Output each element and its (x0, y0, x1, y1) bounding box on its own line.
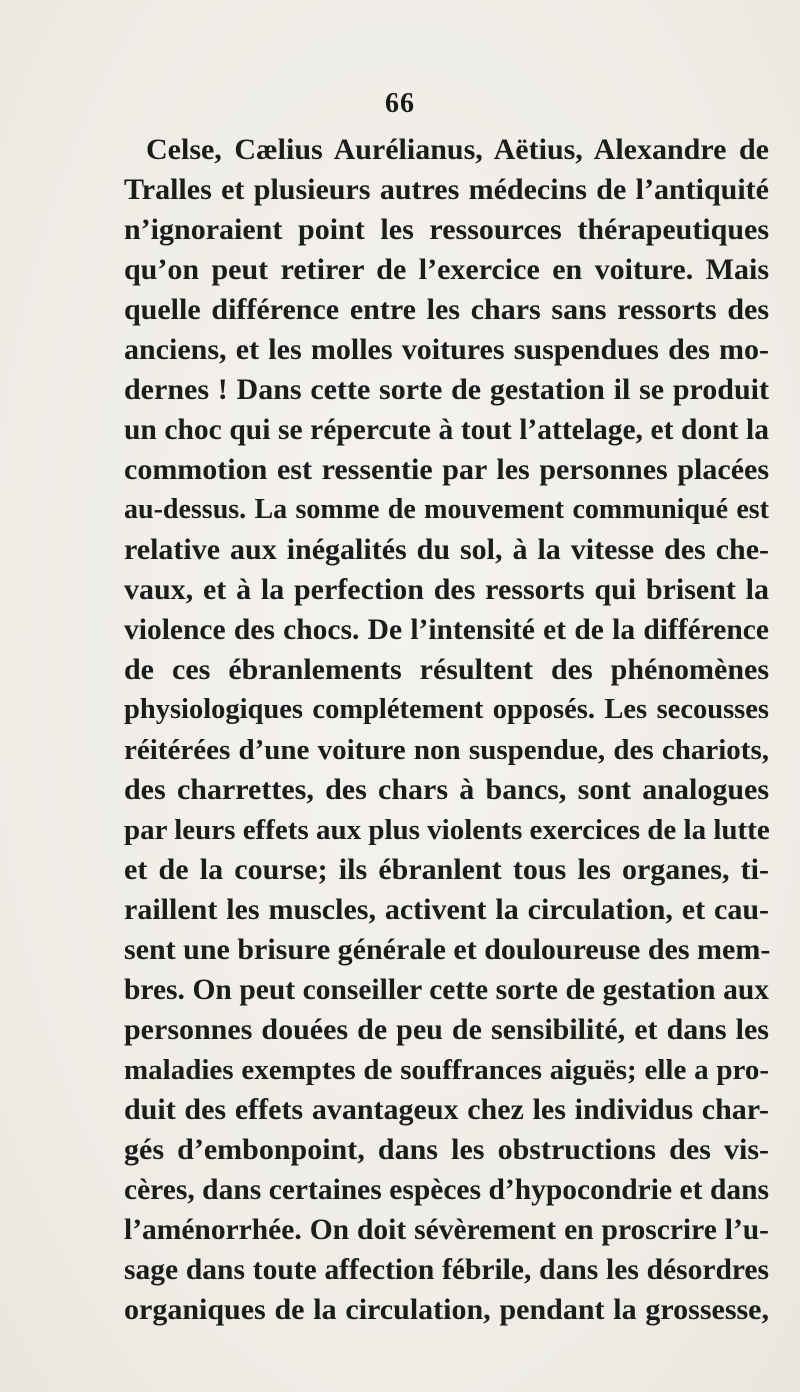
text-line: sage dans toute affection fébrile, dans les désordres (124, 1254, 769, 1286)
text-line: maladies exemptes de souffrances aiguës; elle a pro- (124, 1054, 769, 1086)
text-line: et de la course; ils ébranlent tous les organes, ti- (124, 853, 769, 886)
text-line: gés d’embonpoint, dans les obstructions des vis- (124, 1133, 769, 1166)
text-line: duit des effets avantageux chez les individus char- (124, 1093, 769, 1126)
text-line: un choc qui se répercute à tout l’attelage, et dont la (124, 414, 769, 446)
text-line: organiques de la circulation, pendant la grossesse, (124, 1293, 769, 1326)
text-line: Tralles et plusieurs autres médecins de l’antiquité (124, 173, 769, 206)
text-line: qu’on peut retirer de l’exercice en voiture. Mais (124, 253, 769, 286)
text-line: personnes douées de peu de sensibilité, et dans les (124, 1013, 769, 1046)
text-line: anciens, et les molles voitures suspendues des mo- (124, 333, 769, 366)
text-line: au-dessus. La somme de mouvement communiqué est (124, 494, 769, 525)
text-line: quelle différence entre les chars sans ressorts des (124, 293, 769, 326)
text-line: l’aménorrhée. On doit sévèrement en proscrire l’u- (124, 1214, 769, 1246)
text-line: relative aux inégalités du sol, à la vitesse des che- (124, 533, 769, 566)
page-number: 66 (385, 88, 415, 119)
text-line: des charrettes, des chars à bancs, sont analogues (124, 773, 769, 806)
text-line: de ces ébranlements résultent des phénomènes (124, 653, 769, 686)
text-line: raillent les muscles, activent la circulation, et cau- (124, 893, 769, 926)
text-line: n’ignoraient point les ressources thérapeutiques (124, 213, 769, 246)
text-line: commotion est ressentie par les personnes placées (124, 453, 769, 486)
text-line: physiologiques complétement opposés. Les secousses (124, 694, 769, 725)
text-line: cères, dans certaines espèces d’hypocondrie et dans (124, 1174, 769, 1206)
text-line: vaux, et à la perfection des ressorts qui brisent la (124, 573, 769, 606)
text-line: violence des chocs. De l’intensité et de la différence (124, 614, 769, 646)
text-line: dernes ! Dans cette sorte de gestation il se produit (124, 373, 769, 406)
text-line: réitérées d’une voiture non suspendue, des chariots, (124, 734, 769, 766)
text-line: Celse, Cælius Aurélianus, Aëtius, Alexandre de (146, 133, 769, 166)
text-line: sent une brisure générale et douloureuse des mem- (124, 933, 771, 966)
text-line: bres. On peut conseiller cette sorte de gestation aux (124, 974, 769, 1006)
text-line: par leurs effets aux plus violents exercices de la lutte (124, 814, 770, 846)
